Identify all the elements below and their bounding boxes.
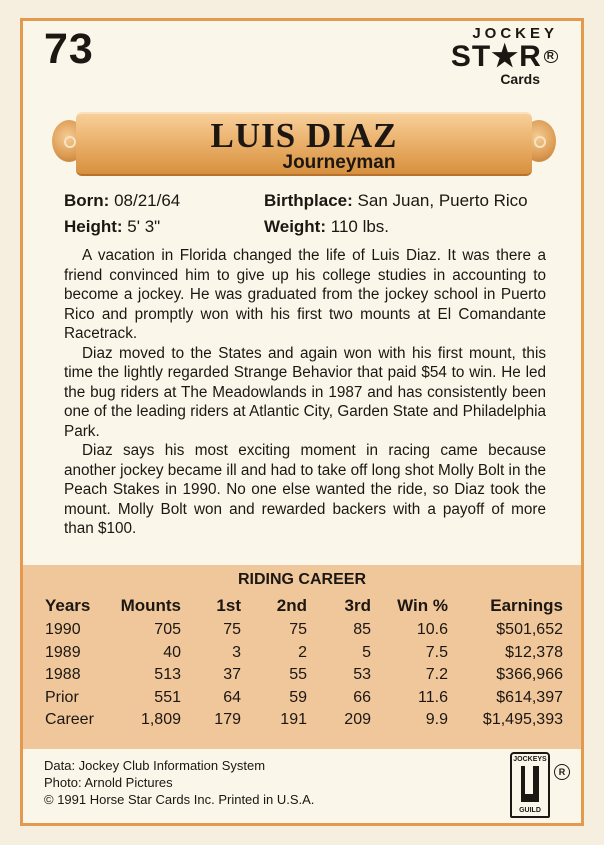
table-cell: 2: [298, 643, 307, 661]
credit-line: Data: Jockey Club Information System: [44, 758, 266, 773]
guild-j-icon: [521, 766, 539, 802]
riding-career-table: [45, 593, 563, 732]
weight-fact: [264, 214, 389, 240]
player-biography: [64, 246, 546, 539]
table-cell: $614,397: [496, 688, 563, 706]
riding-career-panel: [23, 565, 581, 749]
column-header: Years: [45, 596, 91, 615]
born-value: 08/21/64: [114, 191, 181, 210]
table-row: [45, 664, 563, 687]
table-cell: 209: [344, 711, 371, 729]
table-row: [45, 642, 563, 665]
table-cell: 1,809: [140, 711, 181, 729]
weight-label: Weight:: [264, 217, 327, 236]
table-cell: 179: [214, 711, 241, 729]
player-role: Journeyman: [282, 152, 396, 173]
credits: [44, 757, 314, 808]
registered-mark-icon: R: [544, 50, 558, 63]
guild-top-text: JOCKEYS: [513, 756, 547, 763]
table-cell: 7.5: [425, 643, 448, 661]
logo-main-text: [438, 42, 558, 72]
table-cell: 5: [362, 643, 371, 661]
birthplace-fact: [264, 188, 528, 214]
born-fact: [64, 188, 180, 214]
bio-paragraph: Diaz says his most exciting moment in racing came because another jockey became ill and had to take off long shot Molly Bolt in the Peach Stakes in 1990. No one else wanted the ride, so Diaz took the mount. Molly Bolt won and rewarded backers with a payoff of more than $100.: [64, 442, 546, 537]
birthplace-label: Birthplace:: [264, 191, 353, 210]
table-cell: 11.6: [418, 688, 448, 706]
column-header: Mounts: [120, 596, 181, 615]
table-cell: 37: [223, 666, 241, 684]
player-name: LUIS DIAZ: [210, 116, 398, 155]
table-cell: 1989: [45, 643, 81, 661]
table-cell: $1,495,393: [482, 711, 563, 729]
table-cell: 75: [223, 621, 241, 639]
table-cell: 9.9: [425, 711, 448, 729]
column-header: Win %: [397, 596, 448, 615]
table-cell: $501,652: [496, 621, 563, 639]
table-cell: 66: [353, 688, 371, 706]
guild-bottom-text: GUILD: [519, 807, 541, 814]
table-cell: 191: [280, 711, 307, 729]
logo-main-left: ST: [450, 40, 492, 73]
jockey-star-logo: [438, 26, 558, 86]
table-cell: 75: [289, 621, 307, 639]
table-cell: 85: [353, 621, 371, 639]
table-cell: 40: [163, 643, 181, 661]
born-label: Born:: [64, 191, 110, 210]
column-header: 3rd: [344, 596, 371, 615]
column-header: Earnings: [490, 596, 563, 615]
table-row: [45, 709, 563, 732]
logo-sub-text: Cards: [500, 71, 540, 87]
logo-top-text: JOCKEY: [472, 25, 558, 42]
bio-paragraph: Diaz moved to the States and again won with his first mount, this time the lightly regarded Strange Behavior that paid $54 to win. He led the bug riders at The Meadowlands in 1987 and has consistently been one of the leading riders at Atlantic City, Garden State and Philadelphia Park.: [64, 344, 546, 440]
logo-main-right: R: [519, 40, 542, 73]
card-number: 73: [44, 25, 94, 73]
name-banner: [52, 108, 556, 174]
riding-career-title: RIDING CAREER: [237, 571, 366, 588]
banner-plate: [76, 112, 532, 176]
table-cell: $12,378: [505, 643, 563, 661]
table-row: [45, 687, 563, 710]
table-cell: 10.6: [416, 621, 448, 639]
table-cell: 64: [223, 688, 241, 706]
table-cell: 53: [353, 666, 371, 684]
table-cell: 59: [289, 688, 307, 706]
table-cell: Prior: [45, 688, 79, 706]
table-cell: 3: [232, 643, 241, 661]
bio-paragraph: A vacation in Florida changed the life of Luis Diaz. It was there a friend convinced him to give up his college studies in accounting to become a jockey. He was graduated from the jockey school in Puerto Rico and promptly won with his first two mounts at El Comandante Racetrack.: [64, 247, 546, 342]
table-cell: 1990: [45, 621, 81, 639]
birthplace-value: San Juan, Puerto Rico: [357, 191, 528, 210]
star-icon: ★: [491, 40, 520, 73]
jockeys-guild-logo: [510, 752, 550, 818]
table-row: [45, 619, 563, 642]
height-fact: [64, 214, 160, 240]
credit-line: Photo: Arnold Pictures: [44, 775, 173, 790]
table-cell: $366,966: [496, 666, 563, 684]
table-cell: Career: [45, 711, 94, 729]
table-cell: 1988: [45, 666, 81, 684]
table-cell: 513: [154, 666, 181, 684]
credit-line: © 1991 Horse Star Cards Inc. Printed in U.S.A.: [44, 792, 315, 807]
table-cell: 705: [154, 621, 181, 639]
weight-value: 110 lbs.: [330, 217, 390, 236]
height-value: 5' 3": [127, 217, 161, 236]
column-header: 2nd: [276, 596, 307, 615]
guild-registered-mark-icon: R: [554, 764, 570, 780]
height-label: Height:: [64, 217, 123, 236]
table-cell: 55: [289, 666, 307, 684]
table-cell: 551: [154, 688, 181, 706]
table-cell: 7.2: [425, 666, 448, 684]
table-header-row: [45, 593, 563, 619]
column-header: 1st: [216, 596, 241, 615]
